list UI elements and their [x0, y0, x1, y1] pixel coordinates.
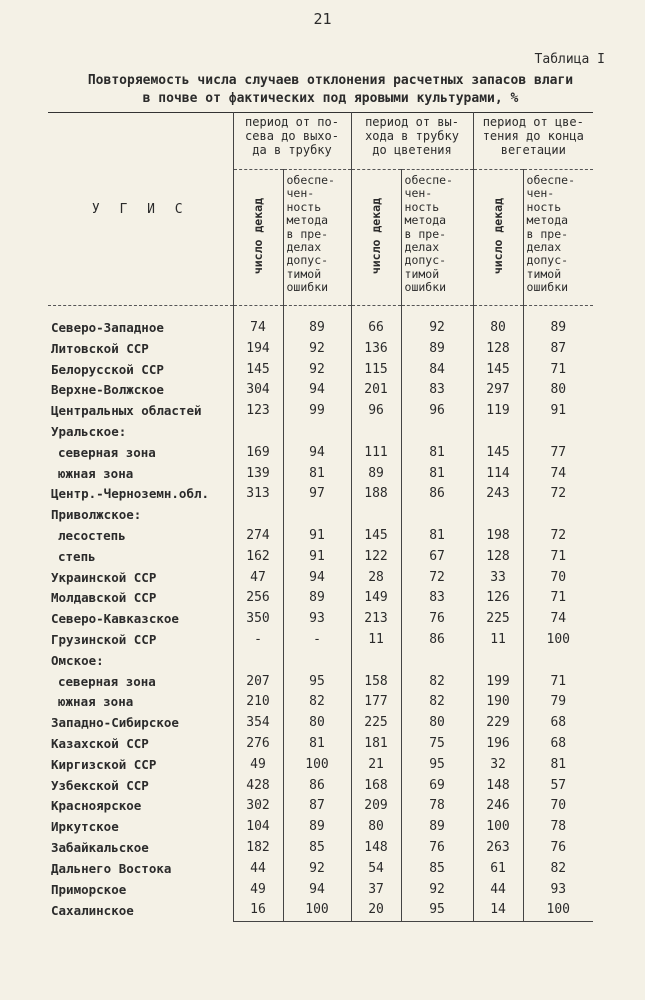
data-table: [48, 112, 593, 922]
reliability-percent-cell: 81: [523, 755, 593, 776]
table-row: [48, 568, 593, 589]
reliability-percent-cell: 99: [283, 401, 351, 422]
decade-count-cell: 96: [351, 401, 401, 422]
period-3-line-3: вегетации: [500, 143, 566, 157]
reliability-percent-cell: [401, 422, 473, 443]
decade-count-cell: [351, 505, 401, 526]
reliability-percent-cell: 74: [523, 464, 593, 485]
reliability-percent-cell: 87: [523, 339, 593, 360]
decade-count-cell: 168: [351, 776, 401, 797]
decade-count-cell: 243: [473, 484, 523, 505]
region-name: южная зона: [58, 694, 134, 710]
reliability-percent-cell: 72: [523, 526, 593, 547]
reliability-percent-cell: 82: [283, 692, 351, 713]
region-name: Центральных областей: [51, 403, 202, 419]
region-name: Украинской ССР: [51, 569, 157, 585]
reliability-percent-cell: 85: [401, 859, 473, 880]
period-2-line-1: период от вы-: [365, 115, 459, 129]
table-row: [48, 484, 593, 505]
table-row: [48, 796, 593, 817]
reliability-percent-cell: [401, 651, 473, 672]
decade-count-cell: 198: [473, 526, 523, 547]
decade-count-cell: 194: [233, 339, 283, 360]
decade-count-cell: 297: [473, 380, 523, 401]
reliability-percent-cell: 70: [523, 568, 593, 589]
table-row: [48, 817, 593, 838]
region-name: Забайкальское: [51, 839, 149, 855]
decade-count-cell: 33: [473, 568, 523, 589]
decade-count-cell: [233, 651, 283, 672]
reliability-percent-cell: 83: [401, 588, 473, 609]
reliability-percent-cell: 75: [401, 734, 473, 755]
reliability-percent-cell: 78: [523, 817, 593, 838]
reliability-percent-cell: 92: [401, 306, 473, 339]
region-name: северная зона: [58, 444, 156, 460]
reliability-percent-cell: 97: [283, 484, 351, 505]
decade-count-cell: -: [233, 630, 283, 651]
pct-header-2: обеспе- чен- ность метода в пре- делах допус- тимой ошибки: [401, 170, 473, 306]
pct-header-3: обеспе- чен- ность метода в пре- делах допус- тимой ошибки: [523, 170, 593, 306]
decade-count-cell: 201: [351, 380, 401, 401]
decade-count-cell: 47: [233, 568, 283, 589]
table-row: [48, 609, 593, 630]
reliability-percent-cell: 86: [401, 630, 473, 651]
reliability-percent-cell: 80: [283, 713, 351, 734]
count-header-2: число декад: [351, 170, 401, 306]
period-header-1: [233, 113, 351, 170]
region-name: Северо-Кавказское: [51, 611, 179, 627]
reliability-percent-cell: 78: [401, 796, 473, 817]
reliability-percent-cell: 85: [283, 838, 351, 859]
reliability-percent-cell: 89: [401, 339, 473, 360]
decade-count-cell: 207: [233, 672, 283, 693]
decade-count-cell: 177: [351, 692, 401, 713]
reliability-percent-cell: 91: [523, 401, 593, 422]
reliability-percent-cell: 71: [523, 672, 593, 693]
decade-count-cell: 20: [351, 900, 401, 921]
decade-count-cell: 199: [473, 672, 523, 693]
pct-header-1: обеспе- чен- ность метода в пре- делах допус- тимой ошибки: [283, 170, 351, 306]
decade-count-cell: 44: [473, 880, 523, 901]
decade-count-cell: 350: [233, 609, 283, 630]
decade-count-cell: 313: [233, 484, 283, 505]
table-row: [48, 859, 593, 880]
period-2-line-2: хода в трубку: [365, 129, 459, 143]
reliability-percent-cell: 71: [523, 547, 593, 568]
reliability-percent-cell: 86: [401, 484, 473, 505]
period-2-line-3: до цветения: [372, 143, 452, 157]
decade-count-cell: 428: [233, 776, 283, 797]
reliability-percent-cell: [523, 651, 593, 672]
table-row: [48, 547, 593, 568]
decade-count-cell: [473, 505, 523, 526]
reliability-percent-cell: 82: [401, 692, 473, 713]
region-name: Омское:: [51, 652, 104, 668]
table-row: [48, 588, 593, 609]
decade-count-cell: 66: [351, 306, 401, 339]
reliability-percent-cell: 91: [283, 526, 351, 547]
decade-count-cell: 190: [473, 692, 523, 713]
reliability-percent-cell: 87: [283, 796, 351, 817]
region-name: Сахалинское: [51, 902, 134, 918]
reliability-percent-cell: 92: [283, 339, 351, 360]
region-name: Молдавской ССР: [51, 590, 157, 606]
decade-count-cell: 114: [473, 464, 523, 485]
decade-count-cell: 209: [351, 796, 401, 817]
region-name: Узбекской ССР: [51, 777, 149, 793]
reliability-percent-cell: 82: [401, 672, 473, 693]
region-name: Киргизской ССР: [51, 756, 157, 772]
table-row: [48, 306, 593, 339]
decade-count-cell: 126: [473, 588, 523, 609]
caption-line-1: Повторяемость числа случаев отклонения расчетных запасов влаги: [87, 73, 574, 88]
decade-count-cell: 16: [233, 900, 283, 921]
reliability-percent-cell: 95: [283, 672, 351, 693]
reliability-percent-cell: 84: [401, 360, 473, 381]
region-name: Белорусской ССР: [51, 361, 164, 377]
decade-count-cell: 181: [351, 734, 401, 755]
table-row: [48, 692, 593, 713]
decade-count-cell: 28: [351, 568, 401, 589]
region-name: южная зона: [58, 465, 134, 481]
table-row: [48, 360, 593, 381]
reliability-percent-cell: 100: [283, 900, 351, 921]
reliability-percent-cell: 81: [401, 464, 473, 485]
reliability-percent-cell: [523, 422, 593, 443]
reliability-percent-cell: 94: [283, 380, 351, 401]
reliability-percent-cell: [523, 505, 593, 526]
decade-count-cell: 162: [233, 547, 283, 568]
period-1-line-1: период от по-: [245, 115, 339, 129]
region-name: Иркутское: [51, 819, 119, 835]
reliability-percent-cell: [283, 651, 351, 672]
table-row: [48, 443, 593, 464]
reliability-percent-cell: 72: [401, 568, 473, 589]
decade-count-cell: 49: [233, 755, 283, 776]
table-row: [48, 505, 593, 526]
decade-count-cell: [473, 651, 523, 672]
region-name: Приволжское:: [51, 507, 142, 523]
decade-count-cell: 158: [351, 672, 401, 693]
reliability-percent-cell: 70: [523, 796, 593, 817]
decade-count-cell: 119: [473, 401, 523, 422]
table-caption: [58, 72, 603, 108]
region-name: Западно-Сибирское: [51, 715, 179, 731]
decade-count-cell: 128: [473, 547, 523, 568]
caption-line-2: в почве от фактических под яровыми культурами, %: [142, 91, 519, 106]
reliability-percent-cell: 89: [283, 306, 351, 339]
reliability-percent-cell: 83: [401, 380, 473, 401]
reliability-percent-cell: [283, 505, 351, 526]
decade-count-cell: 354: [233, 713, 283, 734]
decade-count-cell: 246: [473, 796, 523, 817]
count-header-1: число декад: [233, 170, 283, 306]
decade-count-cell: 182: [233, 838, 283, 859]
reliability-percent-cell: 77: [523, 443, 593, 464]
table-row: [48, 630, 593, 651]
reliability-percent-cell: 67: [401, 547, 473, 568]
decade-count-cell: 225: [473, 609, 523, 630]
decade-count-cell: 139: [233, 464, 283, 485]
decade-count-cell: [233, 422, 283, 443]
reliability-percent-cell: 93: [523, 880, 593, 901]
decade-count-cell: 49: [233, 880, 283, 901]
table-row: [48, 651, 593, 672]
decade-count-cell: 80: [473, 306, 523, 339]
reliability-percent-cell: 76: [523, 838, 593, 859]
decade-count-cell: 276: [233, 734, 283, 755]
decade-count-cell: 148: [351, 838, 401, 859]
decade-count-cell: 148: [473, 776, 523, 797]
table-row: [48, 900, 593, 921]
reliability-percent-cell: 72: [523, 484, 593, 505]
reliability-percent-cell: 79: [523, 692, 593, 713]
decade-count-cell: [351, 651, 401, 672]
region-name: степь: [58, 548, 96, 564]
reliability-percent-cell: 95: [401, 755, 473, 776]
decade-count-cell: 111: [351, 443, 401, 464]
period-3-line-1: период от цве-: [482, 115, 584, 129]
decade-count-cell: 263: [473, 838, 523, 859]
decade-count-cell: 213: [351, 609, 401, 630]
period-header-3: [473, 113, 593, 170]
period-1-line-3: да в трубку: [252, 143, 332, 157]
reliability-percent-cell: 69: [401, 776, 473, 797]
decade-count-cell: 37: [351, 880, 401, 901]
reliability-percent-cell: 93: [283, 609, 351, 630]
decade-count-cell: 14: [473, 900, 523, 921]
region-name: Казахской ССР: [51, 735, 149, 751]
decade-count-cell: 188: [351, 484, 401, 505]
table-row: [48, 838, 593, 859]
decade-count-cell: 61: [473, 859, 523, 880]
reliability-percent-cell: 92: [401, 880, 473, 901]
table-row: [48, 526, 593, 547]
reliability-percent-cell: 89: [283, 817, 351, 838]
region-name: Приморское: [51, 881, 127, 897]
region-name: Литовской ССР: [51, 340, 149, 356]
decade-count-cell: 21: [351, 755, 401, 776]
decade-count-cell: 145: [473, 443, 523, 464]
reliability-percent-cell: 80: [401, 713, 473, 734]
table-row: [48, 776, 593, 797]
reliability-percent-cell: 81: [283, 464, 351, 485]
region-name: Красноярское: [51, 798, 142, 814]
reliability-percent-cell: 82: [523, 859, 593, 880]
region-name: лесостепь: [58, 527, 126, 543]
reliability-percent-cell: 100: [523, 900, 593, 921]
reliability-percent-cell: 76: [401, 838, 473, 859]
decade-count-cell: 274: [233, 526, 283, 547]
decade-count-cell: 11: [473, 630, 523, 651]
reliability-percent-cell: 86: [283, 776, 351, 797]
region-name: Верхне-Волжское: [51, 382, 164, 398]
decade-count-cell: 304: [233, 380, 283, 401]
page-number: 21: [313, 10, 332, 28]
decade-count-cell: 32: [473, 755, 523, 776]
reliability-percent-cell: 94: [283, 880, 351, 901]
decade-count-cell: 80: [351, 817, 401, 838]
decade-count-cell: 210: [233, 692, 283, 713]
table-row: [48, 380, 593, 401]
reliability-percent-cell: 95: [401, 900, 473, 921]
decade-count-cell: 128: [473, 339, 523, 360]
period-header-2: [351, 113, 473, 170]
reliability-percent-cell: 96: [401, 401, 473, 422]
region-name: Центр.-Черноземн.обл.: [51, 486, 210, 502]
ugis-header: У Г И С: [91, 201, 189, 217]
count-header-3: число декад: [473, 170, 523, 306]
region-name: Северо-Западное: [51, 320, 164, 335]
reliability-percent-cell: -: [283, 630, 351, 651]
decade-count-cell: 145: [351, 526, 401, 547]
reliability-percent-cell: 80: [523, 380, 593, 401]
reliability-percent-cell: 89: [523, 306, 593, 339]
decade-count-cell: 11: [351, 630, 401, 651]
decade-count-cell: 145: [233, 360, 283, 381]
region-name: Уральское:: [51, 423, 127, 439]
reliability-percent-cell: [401, 505, 473, 526]
reliability-percent-cell: 100: [523, 630, 593, 651]
table-body: [48, 306, 593, 922]
decade-count-cell: 196: [473, 734, 523, 755]
reliability-percent-cell: 81: [401, 443, 473, 464]
header-row-periods: [48, 113, 593, 170]
reliability-percent-cell: 92: [283, 360, 351, 381]
table-row: [48, 339, 593, 360]
table-row: [48, 422, 593, 443]
reliability-percent-cell: 91: [283, 547, 351, 568]
reliability-percent-cell: [283, 422, 351, 443]
reliability-percent-cell: 71: [523, 588, 593, 609]
reliability-percent-cell: 94: [283, 443, 351, 464]
decade-count-cell: 89: [351, 464, 401, 485]
reliability-percent-cell: 100: [283, 755, 351, 776]
decade-count-cell: 229: [473, 713, 523, 734]
table-row: [48, 734, 593, 755]
table-row: [48, 713, 593, 734]
reliability-percent-cell: 89: [401, 817, 473, 838]
table-row: [48, 880, 593, 901]
region-name: северная зона: [58, 673, 156, 689]
decade-count-cell: 302: [233, 796, 283, 817]
table-row: [48, 464, 593, 485]
decade-count-cell: 256: [233, 588, 283, 609]
decade-count-cell: 104: [233, 817, 283, 838]
region-name: Дальнего Востока: [51, 860, 172, 876]
decade-count-cell: 54: [351, 859, 401, 880]
table-label: Таблица I: [534, 52, 605, 67]
decade-count-cell: 145: [473, 360, 523, 381]
decade-count-cell: 44: [233, 859, 283, 880]
decade-count-cell: 136: [351, 339, 401, 360]
table-row: [48, 672, 593, 693]
decade-count-cell: 225: [351, 713, 401, 734]
reliability-percent-cell: 71: [523, 360, 593, 381]
reliability-percent-cell: 68: [523, 734, 593, 755]
decade-count-cell: [233, 505, 283, 526]
decade-count-cell: [473, 422, 523, 443]
table-row: [48, 755, 593, 776]
period-1-line-2: сева до выхо-: [245, 129, 339, 143]
region-name: Грузинской ССР: [51, 631, 157, 647]
decade-count-cell: 115: [351, 360, 401, 381]
decade-count-cell: 74: [233, 306, 283, 339]
reliability-percent-cell: 92: [283, 859, 351, 880]
decade-count-cell: 100: [473, 817, 523, 838]
reliability-percent-cell: 74: [523, 609, 593, 630]
decade-count-cell: 123: [233, 401, 283, 422]
decade-count-cell: 149: [351, 588, 401, 609]
table-row: [48, 401, 593, 422]
decade-count-cell: 122: [351, 547, 401, 568]
reliability-percent-cell: 81: [401, 526, 473, 547]
reliability-percent-cell: 76: [401, 609, 473, 630]
reliability-percent-cell: 68: [523, 713, 593, 734]
period-3-line-2: тения до конца: [482, 129, 584, 143]
decade-count-cell: 169: [233, 443, 283, 464]
reliability-percent-cell: 89: [283, 588, 351, 609]
reliability-percent-cell: 81: [283, 734, 351, 755]
reliability-percent-cell: 57: [523, 776, 593, 797]
reliability-percent-cell: 94: [283, 568, 351, 589]
decade-count-cell: [351, 422, 401, 443]
